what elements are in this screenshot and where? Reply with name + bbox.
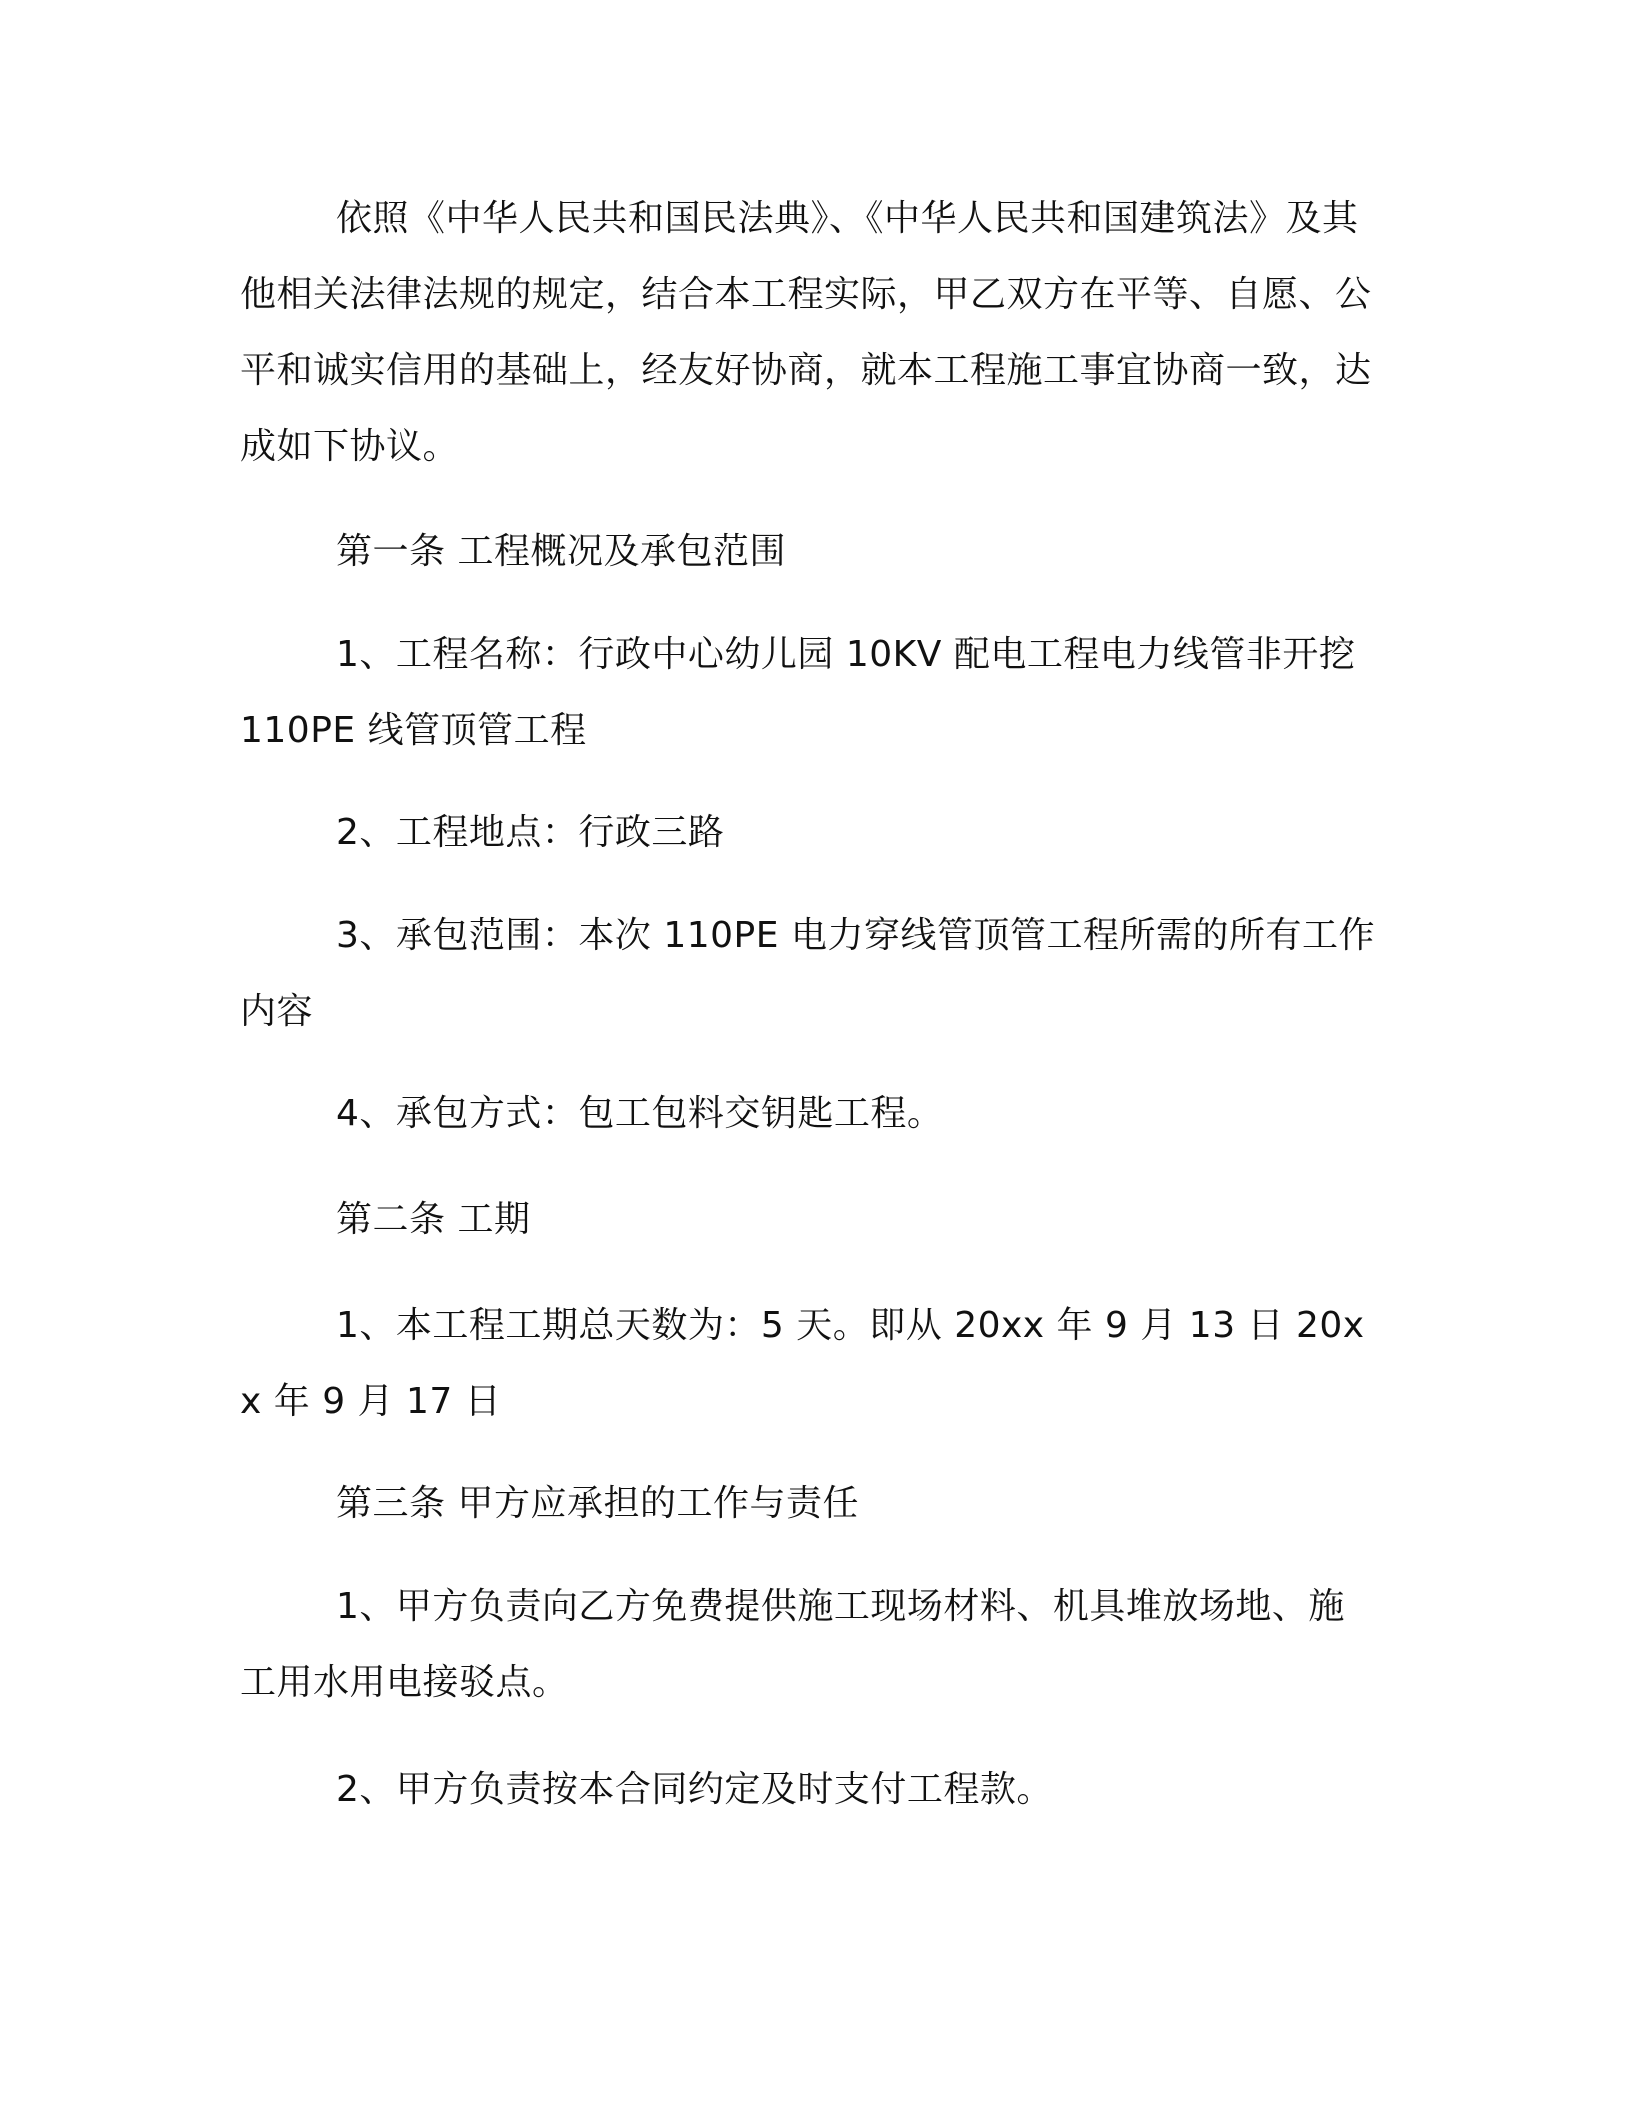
party-a-site-clause: 1、甲方负责向乙方免费提供施工现场材料、机具堆放场地、施工用水用电接驳点。 bbox=[240, 1586, 1345, 1703]
article-3-heading: 第三条 甲方应承担的工作与责任 bbox=[336, 1483, 859, 1524]
duration-clause: 1、本工程工期总天数为：5 天。即从 20xx 年 9 月 13 日 20xx 年 9 月 17 日 bbox=[240, 1305, 1365, 1422]
project-name-clause: 1、工程名称：行政中心幼儿园 10KV 配电工程电力线管非开挖 110PE 线管顶管工程 bbox=[240, 634, 1356, 751]
party-a-payment-clause: 2、甲方负责按本合同约定及时支付工程款。 bbox=[336, 1769, 1053, 1810]
contract-method-clause: 4、承包方式：包工包料交钥匙工程。 bbox=[336, 1093, 944, 1134]
preamble-paragraph: 依照《中华人民共和国民法典》、《中华人民共和国建筑法》及其他相关法律法规的规定，结合本工程实际，甲乙双方在平等、自愿、公平和诚实信用的基础上，经友好协商，就本工程施工事宜协商一致，达成如下协议。 bbox=[240, 198, 1372, 467]
project-location-clause: 2、工程地点：行政三路 bbox=[336, 812, 725, 853]
article-1-heading: 第一条 工程概况及承包范围 bbox=[336, 531, 786, 572]
article-2-heading: 第二条 工期 bbox=[336, 1199, 531, 1240]
contract-scope-clause: 3、承包范围：本次 110PE 电力穿线管顶管工程所需的所有工作内容 bbox=[240, 915, 1375, 1032]
